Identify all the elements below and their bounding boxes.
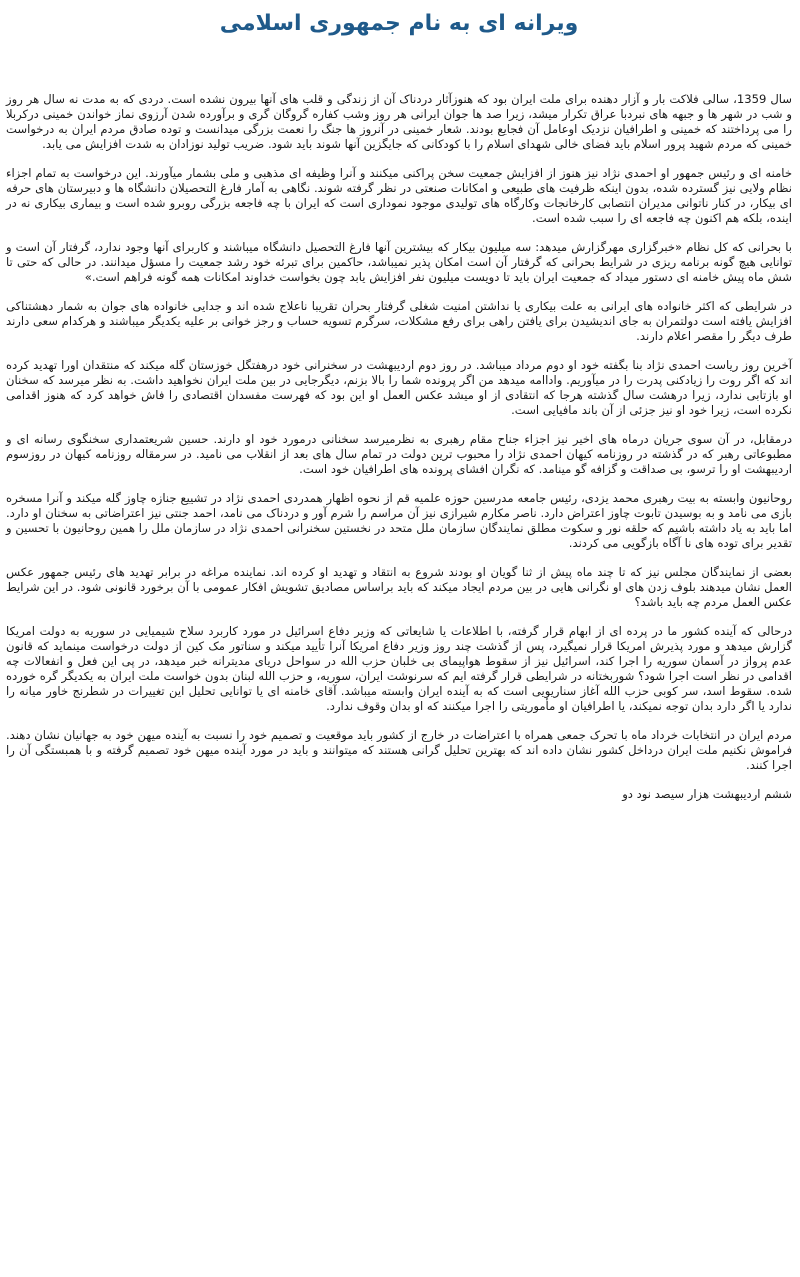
article-paragraph: بعضی از نمایندگان مجلس نیز که تا چند ماه پیش از ثنا گویان او بودند شروع به انتقاد و تهدید او کرده اند. نماینده مراغه در برابر تهدید های رئیس جمهور عکس العمل نشان میدهند بلوف زدن های او نگرانی هایی در بین مردم ایجاد میکند که باید براساس مصادیق تشویش افکار عمومی با آن برخورد قانونی شود. در این شرایط عکس العمل مردم چه باید باشد؟	[6, 565, 792, 609]
article-paragraph: مردم ایران در انتخابات خرداد ماه با تحرک جمعی همراه با اعتراضات در خارج از کشور باید موقعیت و تصمیم خود را نسبت به آینده میهن خود به جهانیان نشان دهند. فراموش نکنیم ملت ایران درداخل کشور نشان داده اند که بهترین تحلیل گرانی هستند که میتوانند و باید در مورد آینده میهن خود تصمیم گرفته و با همبستگی آن را اجرا کنند.	[6, 728, 792, 772]
article-paragraph: آخرین روز ریاست احمدی نژاد بنا بگفته خود او دوم مرداد میباشد. در روز دوم اردیبهشت در سخنرانی خود درهفتگل خوزستان گله میکند که منتقدان اورا تهدید کرده اند که اگر روت را زیادکنی پدرت را در میآوریم. واداامه میدهد من اگر پرونده شما را بالا بزنم، دیگرجایی در بین ملت ایران نخواهید داشت. به نظر میرسد که سخنان او بازتابی ندارد، زیرا درهشت سال گذشته هرجا که انتقادی از او میشد عکس العمل او این بود که فهرست مفسدان اقتصادی را فاش خواهد کرد که هنوز اقدامی نکرده است، زیرا خود او نیز جزئی از آن باند مافیایی است.	[6, 358, 792, 417]
article-title: ویرانه ای به نام جمهوری اسلامی	[219, 11, 579, 36]
article-paragraph: روحانیون وابسته به بیت رهبری محمد یزدی، رئیس جامعه مدرسین حوزه علمیه قم از نحوه اظهار همدردی احمدی نژاد در تشییع جنازه چاوز گله میکند و آنرا مسخره بازی می نامد و به بوسیدن تابوت چاوز اعتراض دارد. ناصر مکارم شیرازی نیز آن مراسم را شرم آور و دردناک می نامد، احمد جنتی نیز اعتراضاتی به سخنان او دارد. اما باید به یاد داشته باشیم که حلقه نور و سکوت مطلق نمایندگان سازمان ملل متحد در نخستین سخنرانی احمدی نژاد در سازمان ملل را همین روحانیون با تحسین و تقدیر برای توده های نا آگاه بازگویی می کردند.	[6, 491, 792, 550]
article-paragraph: درمقابل، در آن سوی جریان درماه های اخیر نیز اجزاء جناح مقام رهبری به نظرمیرسد سخنانی درمورد خود او دارند. حسین شریعتمداری سخنگوی رسانه ای و مطبوعاتی رهبر که در گذشته در روزنامه کیهان احمدی نژاد را محبوب ترین دولت در تمام سال های بعد از انقلاب می نامید. در سرمقاله روزنامه کیهان در روزسوم اردیبهشت او را ترسو، بی صداقت و گزافه گو مینامد. که نگران افشای پرونده های اطرافیان خود است.	[6, 432, 792, 476]
article-date: ششم اردیبهشت هزار سیصد نود دو	[622, 787, 792, 801]
article-paragraph: در شرایطی که اکثر خانواده های ایرانی به علت بیکاری یا نداشتن امنیت شغلی گرفتار بحران تقریبا ناعلاج شده اند و جدایی خانواده های جوان به شمار دهشتناکی افزایش یافته است دولتمران به جای اندیشیدن برای یافتن راهی برای رفع مشکلات، سرگرم تسویه حساب و رجز خوانی بر علیه یکدیگر میباشند و هرکدام سعی دارند طرف دیگر را مقصر اعلام دارند.	[6, 299, 792, 343]
article-paragraph: با بحرانی که کل نظام «خبرگزاری مهرگزارش میدهد: سه میلیون بیکار که بیشترین آنها فارغ التحصیل دانشگاه میباشند و کاربرای آنها وجود ندارد، گرفتار آن است و توانایی هیچ گونه برنامه ریزی در شرایط بحرانی که گرفتار آن است امکان پذیر نمیباشد، حاکمین برای تبرئه خود رشد جمعیت را مسؤل میدانند. در حالی که حتی تا شش ماه پیش خامنه ای دستور میداد که جمعیت ایران باید تا دویست میلیون نفر افزایش یابد چون بخواست خداوند امکانات همه گونه فراهم است.»	[6, 240, 792, 284]
article-paragraph: خامنه ای و رئیس جمهور او احمدی نژاد نیز هنوز از افزایش جمعیت سخن پراکنی میکنند و آنرا وظیفه ای مذهبی و ملی بشمار میآورند. این درخواست به تمام اجزاء نظام ولایی نیز گسترده شده، بدون اینکه ظرفیت های طبیعی و امکانات صنعتی در نظر گرفته شوند. نگاهی به آمار فارغ التحصیلان دانشگاه ها و دبیرستان های حرفه ای بیکار، در کنار ناتوانی مدیران انتصابی کارخانجات وکارگاه های تولیدی موجود نموداری است که ایران با چه فاجعه بزرگی روبرو شده است و بیماری بیکاری نه در اینده، بلکه هم اکنون چه فاجعه ای را سبب شده است.	[6, 166, 792, 225]
page	[0, 10, 800, 802]
article-paragraph: درحالی که آینده کشور ما در پرده ای از ابهام قرار گرفته، با اطلاعات یا شایعاتی که وزیر دفاع اسرائیل در مورد کاربرد سلاح شیمیایی در سوریه به دولت امریکا گزارش میدهد و مورد پذیرش امریکا قرار نمیگیرد، پس از گذشت چند روز وزیر دفاع امریکا آنرا تأیید میکند و سناتور مک کین از دولت درخواست مینماید که قانون عدم پرواز در آسمان سوریه را اجرا کند، اسرائیل نیز از سقوط هواپیمای بی خلبان حزب الله در سواحل دریای مدیترانه خبر میدهد، در پی این فعل و انفعالات چه اقدامی در نظر است اجرا شود؟ شوربختانه در شرایطی قرار گرفته ایم که سرنوشت ایران، سوریه، و حزب الله لبنان بدون خواست ملت ایران به یکدیگر گره خورده شده. سقوط اسد، سر کوبی حزب الله آغاز سناریویی است که به آینده ایران وابسته میباشد. آقای خامنه ای یا توانایی تحلیل این تغییرات در شطرنج خاور میانه را ندارد یا اگر دارد بدان توجه نمیکند، یا اطرافیان او مأموریتی را اجرا میکنند که او بدان وقوف ندارد.	[6, 624, 792, 713]
article-body	[6, 92, 792, 802]
article-paragraph: سال 1359، سالی فلاکت بار و آزار دهنده برای ملت ایران بود که هنوزآثار دردناک آن از زندگی و قلب های آنها بیرون نشده است. دردی که به مدت نه سال هر روز و شب در شهر ها و جبهه های نبردبا عراق تکرار میشد، زیرا صد ها جوان ایرانی هر روز وشب کفاره گروگان گری و برآورده شدن آرزوی نماز خواندن خمینی درکربلا را می پرداختند که خمینی و اطرافیان نزدیک اوعامل آن فجایع بودند. شعار خمینی در آنروز ها جنگ را نعمت بزرگی میدانست و توده صادق مردم ایران به درخواست خمینی که مردم شهید پرور اسلام باید فضای خالی شهدای اسلام را با کودکانی که جایگزین آنها شوند باید شود. ضریب تولید نوزادان به شدت افزایش می یابد.	[6, 92, 792, 151]
